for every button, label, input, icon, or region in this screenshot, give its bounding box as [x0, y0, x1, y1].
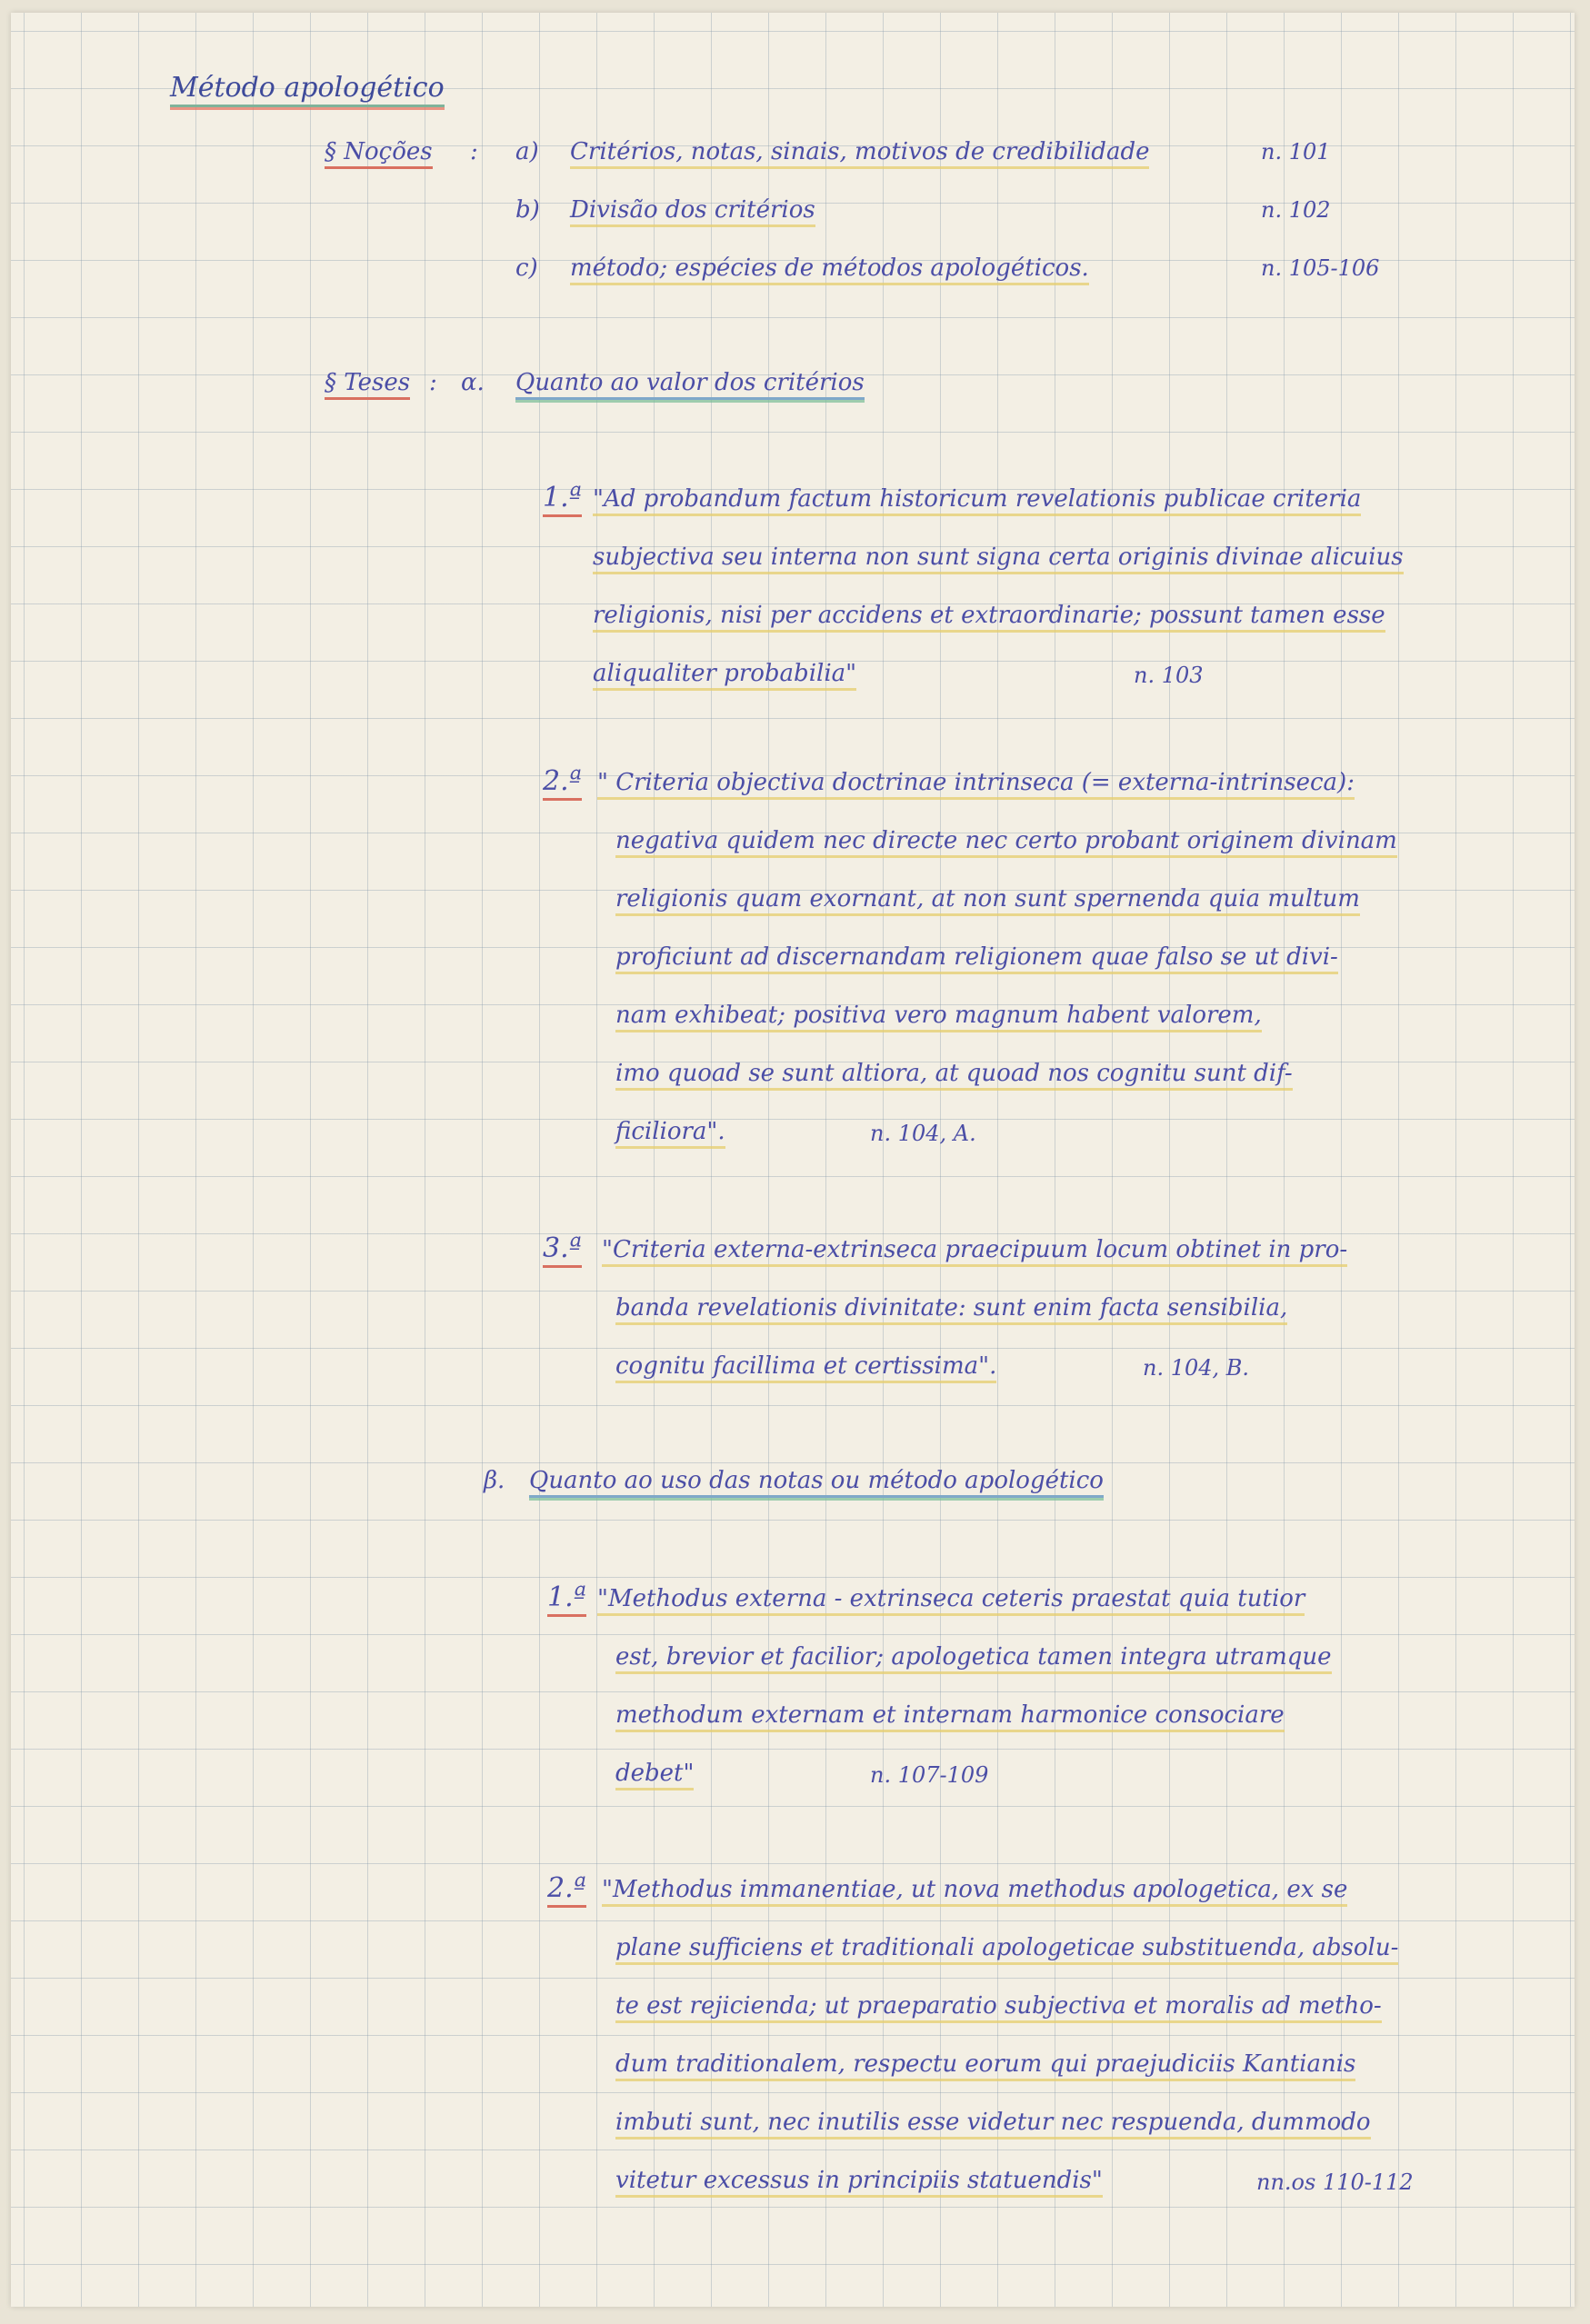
alpha-thesis-3-line-1-text: "Criteria externa-extrinseca praecipuum locum obtinet in pro-: [602, 1236, 1347, 1267]
beta-thesis-1-number: [547, 1581, 586, 1614]
alpha-thesis-2-line-6-text: imo quoad se sunt altiora, at quoad nos cognitu sunt dif-: [615, 1060, 1293, 1091]
alpha-thesis-2-line-6: [615, 1058, 1293, 1089]
alpha-heading-text: Quanto ao valor dos critérios: [515, 369, 865, 400]
nocoes-item-b-letter: b): [515, 196, 540, 224]
beta-thesis-1-line-4: [615, 1758, 694, 1789]
alpha-thesis-1-number-text: 1.ª: [543, 482, 582, 517]
beta-thesis-1-line-2-text: est, brevior et facilior; apologetica tamen integra utramque: [615, 1643, 1332, 1674]
teses-colon: :: [429, 369, 437, 396]
alpha-thesis-3-line-3-text: cognitu facillima et certissima".: [615, 1352, 996, 1383]
teses-label: [325, 367, 410, 398]
beta-thesis-2-line-3: [615, 1990, 1382, 2021]
alpha-thesis-2-number-text: 2.ª: [543, 765, 582, 801]
teses-label-text: § Teses: [325, 369, 410, 400]
alpha-thesis-1-line-4-text: aliqualiter probabilia": [593, 660, 856, 691]
alpha-thesis-2-line-7-text: ficiliora".: [615, 1118, 725, 1149]
beta-thesis-2-line-2-text: plane sufficiens et traditionali apologeticae substituenda, absolu-: [615, 1934, 1398, 1965]
alpha-thesis-2-line-2-text: negativa quidem nec directe nec certo probant originem divinam: [615, 827, 1397, 858]
alpha-thesis-2-line-2: [615, 825, 1397, 856]
beta-thesis-2-number-text: 2.ª: [547, 1872, 586, 1908]
nocoes-label: [325, 136, 433, 167]
alpha-thesis-3-number: [543, 1232, 582, 1265]
grid-paper-sheet: [11, 13, 1575, 2307]
beta-thesis-2-line-3-text: te est rejicienda; ut praeparatio subjectiva et moralis ad metho-: [615, 1992, 1382, 2023]
beta-thesis-1-line-1: [597, 1583, 1305, 1614]
nocoes-label-text: § Noções: [325, 138, 433, 169]
alpha-thesis-1-line-2-text: subjectiva seu interna non sunt signa certa originis divinae alicuius: [593, 544, 1404, 574]
beta-heading: [529, 1465, 1104, 1496]
beta-thesis-2-line-4: [615, 2049, 1355, 2080]
alpha-thesis-2-line-5: [615, 1000, 1262, 1031]
beta-thesis-2-line-5-text: imbuti sunt, nec inutilis esse videtur nec respuenda, dummodo: [615, 2109, 1371, 2139]
alpha-thesis-3-line-2: [615, 1292, 1287, 1323]
nocoes-item-c-text-span: método; espécies de métodos apologéticos.: [570, 254, 1089, 285]
nocoes-item-a-letter: a): [515, 138, 539, 165]
alpha-thesis-2-line-5-text: nam exhibeat; positiva vero magnum habent valorem,: [615, 1002, 1262, 1032]
nocoes-item-a-ref: n. 101: [1261, 139, 1331, 165]
beta-thesis-2-line-6: [615, 2165, 1103, 2196]
alpha-thesis-3-number-text: 3.ª: [543, 1232, 582, 1268]
alpha-thesis-3-line-3: [615, 1351, 996, 1381]
alpha-thesis-2-line-4: [615, 942, 1338, 972]
page-title: [170, 73, 445, 104]
nocoes-colon: :: [470, 138, 478, 165]
beta-thesis-2-line-6-text: vitetur excessus in principiis statuendis": [615, 2167, 1103, 2198]
alpha-thesis-2-line-7: [615, 1116, 725, 1147]
beta-thesis-2-ref: nn.os 110-112: [1256, 2169, 1414, 2195]
nocoes-item-b-text: [570, 194, 815, 225]
nocoes-item-a-text: [570, 136, 1149, 167]
beta-thesis-2-line-1-text: "Methodus immanentiae, ut nova methodus apologetica, ex se: [602, 1876, 1347, 1907]
alpha-thesis-3-ref: n. 104, B.: [1143, 1355, 1250, 1381]
beta-thesis-2-number: [547, 1872, 586, 1905]
nocoes-item-c-text: [570, 253, 1089, 284]
alpha-thesis-1-line-4: [593, 658, 856, 689]
alpha-thesis-1-line-3: [593, 600, 1385, 631]
alpha-thesis-3-line-2-text: banda revelationis divinitate: sunt enim facta sensibilia,: [615, 1294, 1287, 1325]
alpha-thesis-2-line-4-text: proficiunt ad discernandam religionem quae falso se ut divi-: [615, 943, 1338, 974]
beta-thesis-2-line-1: [602, 1874, 1347, 1905]
beta-heading-text: Quanto ao uso das notas ou método apologético: [529, 1467, 1104, 1498]
beta-thesis-2-line-5: [615, 2107, 1371, 2138]
alpha-thesis-2-line-3: [615, 883, 1360, 914]
alpha-marker: α.: [461, 369, 485, 396]
beta-thesis-1-ref: n. 107-109: [870, 1762, 989, 1788]
nocoes-item-b-text-span: Divisão dos critérios: [570, 196, 815, 227]
alpha-thesis-1-line-2: [593, 542, 1404, 573]
beta-thesis-1-line-3-text: methodum externam et internam harmonice consociare: [615, 1701, 1285, 1732]
alpha-thesis-2-line-1-text: " Criteria objectiva doctrinae intrinseca (= externa-intrinseca):: [597, 769, 1355, 800]
alpha-thesis-2-line-3-text: religionis quam exornant, at non sunt spernenda quia multum: [615, 885, 1360, 916]
alpha-thesis-1-line-3-text: religionis, nisi per accidens et extraordinarie; possunt tamen esse: [593, 602, 1385, 633]
alpha-thesis-1-ref: n. 103: [1134, 663, 1204, 688]
alpha-thesis-1-number: [543, 482, 582, 514]
beta-marker: β.: [484, 1467, 505, 1494]
nocoes-item-c-ref: n. 105-106: [1261, 255, 1380, 281]
beta-thesis-1-line-2: [615, 1641, 1332, 1672]
alpha-heading: [515, 367, 865, 398]
nocoes-item-c-letter: c): [515, 254, 538, 282]
alpha-thesis-3-line-1: [602, 1234, 1347, 1265]
alpha-thesis-1-line-1: [593, 484, 1361, 514]
alpha-thesis-2-ref: n. 104, A.: [870, 1121, 976, 1146]
beta-thesis-2-line-2: [615, 1932, 1398, 1963]
beta-thesis-1-line-3: [615, 1700, 1285, 1731]
alpha-thesis-2-number: [543, 765, 582, 798]
nocoes-item-a-text-span: Critérios, notas, sinais, motivos de credibilidade: [570, 138, 1149, 169]
beta-thesis-1-number-text: 1.ª: [547, 1581, 586, 1617]
beta-thesis-1-line-1-text: "Methodus externa - extrinseca ceteris praestat quia tutior: [597, 1585, 1305, 1616]
beta-thesis-1-line-4-text: debet": [615, 1760, 694, 1790]
nocoes-item-b-ref: n. 102: [1261, 197, 1331, 223]
alpha-thesis-2-line-1: [597, 767, 1355, 798]
page-title-text: Método apologético: [170, 72, 445, 107]
beta-thesis-2-line-4-text: dum traditionalem, respectu eorum qui praejudiciis Kantianis: [615, 2050, 1355, 2081]
alpha-thesis-1-line-1-text: "Ad probandum factum historicum revelationis publicae criteria: [593, 485, 1361, 516]
